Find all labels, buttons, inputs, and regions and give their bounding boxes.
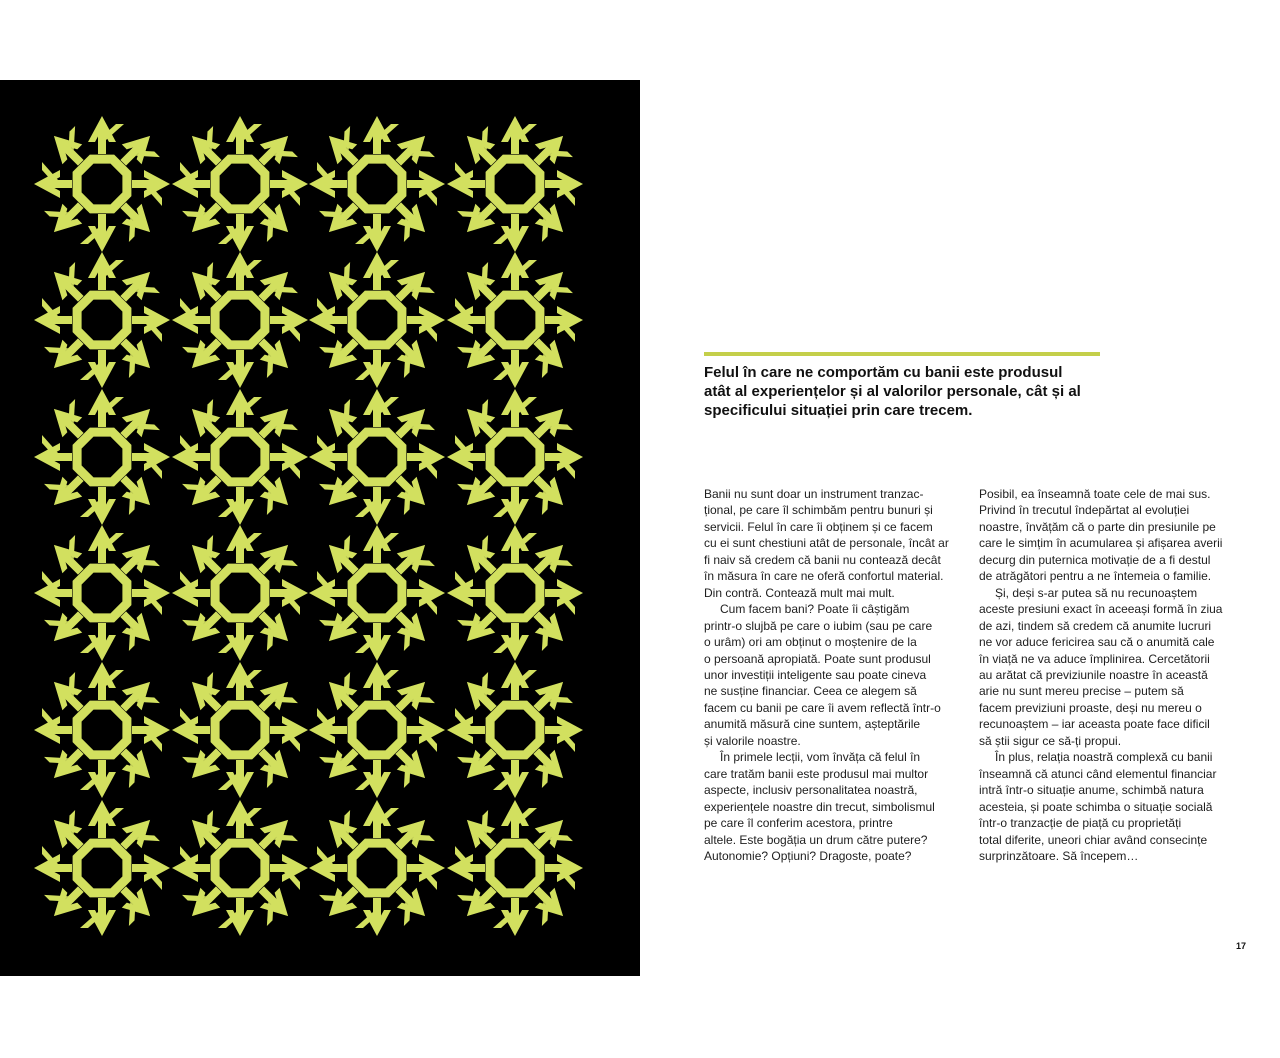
book-spread — [0, 80, 1280, 976]
pull-quote-line: atât al experiențelor și al valorilor personale, cât și al — [704, 383, 1081, 400]
body-text-line: în viață ne va aduce împlinirea. Cercetătorii — [979, 651, 1210, 666]
body-text-line: o persoană apropiată. Poate sunt produsul — [704, 651, 931, 666]
body-text-line: surprinzătoare. Să începem… — [979, 848, 1139, 863]
body-text-line: care tratăm banii este produsul mai multor — [704, 766, 929, 781]
body-text-line: în măsura în care ne oferă confortul material. — [704, 569, 944, 584]
body-text-line: care le simțim în acumularea și afișarea averii — [979, 536, 1223, 551]
body-text-line: au arătat că previziunile noastre în această — [979, 667, 1208, 682]
snowflake-ornament-icon — [172, 662, 308, 798]
body-text-line: aceste presiuni exact în aceeași formă în ziua — [979, 602, 1223, 617]
snowflake-ornament-icon — [34, 800, 170, 936]
snowflake-ornament-icon — [172, 525, 308, 661]
body-text-line: Banii nu sunt doar un instrument tranzac- — [704, 487, 924, 501]
accent-rule — [704, 352, 1100, 356]
body-text-line: acesteia, și poate schimba o situație socială — [979, 799, 1213, 814]
body-text-line: țional, pe care îl schimbăm pentru bunuri și — [704, 503, 933, 518]
body-text-line: aspecte, inclusiv personalitatea noastră, — [704, 783, 918, 798]
body-text-line: facem cu banii pe care îi avem reflectă într-o — [704, 700, 941, 715]
pull-quote-line: Felul în care ne comportăm cu banii este produsul — [704, 364, 1063, 381]
body-text-line: fi naiv să credem că banii nu contează decât — [704, 552, 941, 567]
snowflake-ornament-icon — [34, 662, 170, 798]
snowflake-ornament-icon — [34, 389, 170, 525]
body-text-line: experiențele noastre din trecut, simbolismul — [704, 799, 935, 814]
snowflake-ornament-icon — [447, 525, 583, 661]
snowflake-ornament-icon — [447, 116, 583, 252]
snowflake-ornament-icon — [172, 116, 308, 252]
snowflake-ornament-icon — [34, 525, 170, 661]
snowflake-ornament-icon — [309, 800, 445, 936]
body-text-line: noastre, învățăm că o parte din presiunile pe — [979, 519, 1216, 534]
body-text-line: pe care îl conferim acestora, printre — [704, 816, 893, 831]
snowflake-ornament-icon — [309, 252, 445, 388]
snowflake-ornament-icon — [309, 389, 445, 525]
body-text-line: Posibil, ea înseamnă toate cele de mai sus. — [979, 487, 1211, 501]
body-text-line: într-o tranzacție de piață cu proprietăți — [979, 816, 1182, 831]
body-text-line: intră într-o situație anume, schimbă natura — [979, 783, 1204, 798]
body-text-line: În primele lecții, vom învăța că felul în — [720, 750, 921, 765]
pull-quote — [704, 363, 1104, 420]
snowflake-ornament-icon — [172, 389, 308, 525]
body-text-line: printr-o slujbă pe care o iubim (sau pe care — [704, 618, 933, 633]
snowflake-ornament-icon — [34, 116, 170, 252]
body-text-line: Din contră. Contează mult mai mult. — [704, 585, 895, 600]
body-text-line: unor investiții inteligente sau poate cineva — [704, 667, 927, 682]
body-text-line: altele. Este bogăția un drum către putere? — [704, 832, 928, 847]
body-text-line: Autonomie? Opțiuni? Dragoste, poate? — [704, 848, 912, 863]
body-text-line: arie nu sunt mereu precise – putem să — [979, 684, 1184, 699]
snowflake-ornament-icon — [447, 389, 583, 525]
body-text-line: facem previziuni proaste, deși nu mereu o — [979, 700, 1202, 715]
snowflake-ornament-icon — [172, 252, 308, 388]
body-text-line: cu ei sunt chestiuni atât de personale, încât ar — [704, 536, 949, 551]
body-text-line: Și, deși s-ar putea să nu recunoaștem — [995, 585, 1198, 600]
snowflake-ornament-icon — [309, 525, 445, 661]
body-text-line: ne susține financiar. Ceea ce alegem să — [704, 684, 917, 699]
left-page-pattern — [0, 80, 640, 976]
body-text-line: de azi, tindem să credem că anumite lucruri — [979, 618, 1212, 633]
right-page — [640, 80, 1280, 976]
body-text-line: servicii. Felul în care îi obținem și ce facem — [704, 519, 933, 534]
body-text-line: de atrăgători pentru a ne întemeia o familie. — [979, 569, 1212, 584]
body-text-line: înseamnă că atunci când elementul financiar — [979, 766, 1217, 781]
snowflake-ornament-icon — [172, 800, 308, 936]
body-text-line: total diferite, uneori chiar având consecințe — [979, 832, 1208, 847]
body-text-line: anumită măsură cine suntem, așteptările — [704, 717, 921, 732]
body-column-right — [979, 486, 1241, 864]
body-text-line: recunoaștem – iar aceasta poate face dificil — [979, 717, 1210, 732]
pull-quote-line: specificului situației prin care trecem. — [704, 402, 973, 419]
body-text-line: Cum facem bani? Poate îi câștigăm — [720, 602, 910, 617]
snowflake-ornament-icon — [447, 800, 583, 936]
body-text-line: În plus, relația noastră complexă cu banii — [995, 750, 1213, 765]
body-text-line: și valorile noastre. — [704, 733, 801, 748]
snowflake-ornament-icon — [34, 252, 170, 388]
snowflake-ornament-icon — [447, 662, 583, 798]
snowflake-ornament-icon — [309, 662, 445, 798]
snowflake-ornament-icon — [447, 252, 583, 388]
snowflake-ornament-icon — [309, 116, 445, 252]
body-text-line: să știi sigur ce să-ți propui. — [979, 733, 1122, 748]
body-text-line: ne vor aduce fericirea sau că o anumită cale — [979, 635, 1215, 650]
body-text-line: Privind în trecutul îndepărtat al evoluției — [979, 503, 1190, 518]
body-column-left — [704, 486, 966, 864]
ornament-pattern — [0, 80, 640, 976]
body-text-line: o urâm) ori am obținut o moștenire de la — [704, 635, 917, 650]
page-number: 17 — [1235, 941, 1246, 951]
body-text-line: decurg din puternica motivație de a fi destul — [979, 552, 1211, 567]
